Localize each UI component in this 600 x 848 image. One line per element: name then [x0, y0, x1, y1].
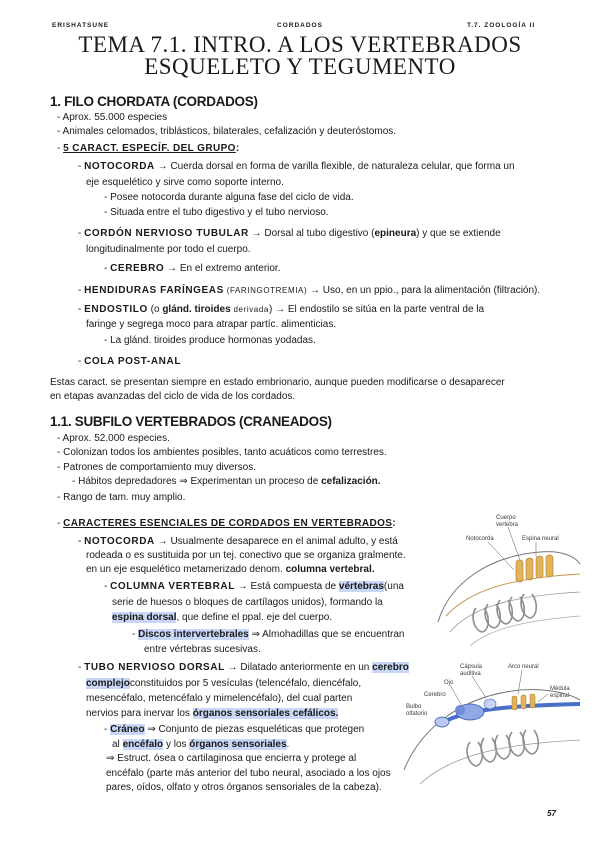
item-cordon: - CORDÓN NERVIOSO TUBULAR → Dorsal al tubo digestivo (epineura) y que se extiende [78, 228, 501, 239]
text: ⇒ Estruct. ósea o cartilaginosa que encierra y protege al [106, 753, 357, 764]
leader-line [538, 694, 548, 702]
bold-text: epineura [374, 228, 417, 239]
label-cuerpo: Cuerpo [496, 515, 516, 521]
subheading-caract: - 5 CARACT. ESPECÍF. DEL GRUPO: [57, 143, 240, 154]
item-hendiduras: - HENDIDURAS FARÍNGEAS (FARINGOTREMIA) → Uso, en un ppio., para la alimentación (filtración). [78, 285, 541, 296]
text: ⇒ Almohadillas que se encuentran [251, 629, 405, 640]
text: pares, oídos, olfato y otros órganos sensoriales de la cabeza). [106, 782, 382, 793]
sub-sub-item-discos: - Discos intervertebrales ⇒ Almohadillas que se encuentran [132, 629, 405, 640]
vertebra [546, 555, 553, 577]
vertebra [536, 556, 543, 578]
highlight-text: cerebro [372, 662, 409, 673]
bullet: - Patrones de comportamiento muy diversos. [57, 462, 256, 473]
label-espina-neural: Espina neural [522, 536, 559, 542]
text: . [286, 739, 290, 750]
text [86, 677, 361, 690]
vertebra [516, 560, 523, 582]
term: COLA POST-ANAL [84, 356, 182, 367]
highlight-text: encéfalo [122, 739, 164, 750]
item-endostilo: - ENDOSTILO (o glánd. tiroides derivada) → El endostilo se sitúa en la parte ventral de la [78, 304, 485, 315]
text: (una [383, 581, 404, 592]
sub-item-craneo: - Cráneo ⇒ Conjunto de piezas esqueléticas que protegen [104, 724, 365, 735]
leader-line [450, 685, 462, 706]
bold-text: glánd. tiroides [162, 304, 231, 315]
text: ⇒ Conjunto de piezas esqueléticas que protegen [147, 724, 365, 735]
text: longitudinalmente por todo el cuerpo. [86, 244, 251, 255]
arch [467, 742, 482, 766]
vertebrae [512, 694, 535, 710]
header-author: ERISHATSUNE [52, 22, 110, 29]
section-heading-chordata: 1. FILO CHORDATA (CORDADOS) [50, 94, 258, 109]
sub-item-columna: - COLUMNA VERTEBRAL → Está compuesta de vértebras(una [104, 581, 404, 592]
text: constituidos por 5 vesículas (telencéfalo, diencéfalo, [129, 678, 362, 689]
bullet: - Colonizan todos los ambientes posibles, tanto acuáticos como terrestres. [57, 447, 387, 458]
item-tubo-nervioso: - TUBO NERVIOSO DORSAL → Dilatado anteriormente en un cerebro [78, 662, 409, 673]
highlight-text: órganos sensoriales [189, 739, 287, 750]
bullet: - Animales celomados, triblásticos, bilaterales, cefalización y deuteróstomos. [57, 126, 397, 137]
text: en un eje esquelético metamerizado denom. [86, 564, 283, 575]
text: serie de huesos o bloques de cartílagos unidos), formando la [112, 597, 383, 608]
label-bulbo: Bulbo [406, 704, 422, 710]
label-espinal: espinal [550, 693, 570, 699]
text [86, 563, 375, 576]
page-number: 57 [547, 809, 556, 818]
label-arco-neural: Arco neural [508, 664, 539, 670]
leader-line [472, 676, 486, 698]
text: al [112, 739, 120, 750]
text: , que define el ppal. eje del cuerpo. [176, 612, 333, 623]
label-medula: Médula [550, 686, 570, 692]
item-notocorda: - NOTOCORDA → Cuerda dorsal en forma de varilla flexible, de naturaleza celular, que forma un [78, 161, 515, 172]
text: → Cuerda dorsal en forma de varilla flexible, de naturaleza celular, que forma un [157, 161, 515, 172]
term: NOTOCORDA [84, 161, 155, 172]
label-olfatorio: olfatorio [406, 711, 428, 717]
text: ) y que se extiende [416, 228, 501, 239]
term: CEREBRO [110, 263, 165, 274]
text: mesencéfalo, metencéfalo y mimelencéfalo), del cual parten [86, 693, 353, 704]
section-heading-vertebrados: 1.1. SUBFILO VERTEBRADOS (CRANEADOS) [50, 414, 332, 429]
sub-bullet: - La glánd. tiroides produce hormonas yodadas. [104, 335, 316, 346]
text: rodeada o es sustituida por un tej. conectivo que se organiza gralmente. [86, 550, 406, 561]
sub-bullet: - Posee notocorda durante alguna fase del ciclo de vida. [104, 192, 354, 203]
text: eje esquelético y sirve como soporte interno. [86, 177, 284, 188]
vertebra [526, 558, 533, 580]
subheading-text: CARACTERES ESENCIALES DE CORDADOS EN VERTEBRADOS [63, 518, 393, 529]
highlight-text: complejo [86, 678, 130, 689]
vertebra [521, 695, 526, 709]
subheading-caracteres: - CARACTERES ESENCIALES DE CORDADOS EN VERTEBRADOS: [57, 518, 396, 529]
text [112, 611, 332, 624]
text: entre vértebras sucesivas. [144, 644, 261, 655]
label-capsula: Cápsula [460, 664, 483, 670]
label-notocorda: Notocorda [466, 536, 494, 542]
text: → En el extremo anterior. [167, 263, 281, 274]
paragraph: en etapas avanzadas del ciclo de vida de los cordados. [50, 391, 296, 402]
sub-item-cerebro: - CEREBRO → En el extremo anterior. [104, 263, 281, 274]
text [86, 707, 338, 720]
subheading-text: 5 CARACT. ESPECÍF. DEL GRUPO [63, 143, 236, 154]
term: ENDOSTILO [84, 304, 148, 315]
head-outline [420, 740, 580, 784]
text: y los [165, 739, 187, 750]
bullet: - Aprox. 55.000 especies [57, 112, 168, 123]
small-text: derivada [233, 305, 269, 314]
highlight-text: órganos sensoriales cefálicos. [192, 708, 339, 719]
item-notocorda-vert: - NOTOCORDA → Usualmente desaparece en el animal adulto, y está [78, 536, 398, 547]
bold-text: columna vertebral. [285, 564, 375, 575]
highlight-text: Cráneo [110, 724, 145, 735]
text: → Dilatado anteriormente en un [227, 662, 370, 673]
text: → Está compuesta de [237, 581, 337, 592]
term: TUBO NERVIOSO DORSAL [84, 662, 225, 673]
label-vertebra: vertebra [496, 522, 519, 528]
header-subject: CORDADOS [277, 22, 323, 29]
arch [523, 730, 538, 754]
label-auditiva: auditiva [460, 671, 481, 677]
text: → Usualmente desaparece en el animal adulto, y está [157, 536, 398, 547]
highlight-text: Discos intervertebrales [138, 629, 249, 640]
leader-line [488, 542, 514, 570]
bold-text: cefalización. [321, 476, 381, 487]
sub-bullet [72, 475, 381, 488]
text [112, 738, 289, 751]
label-cerebro: Cerebro [424, 692, 446, 698]
label-ojo: Ojo [444, 680, 454, 686]
page-title-line2: ESQUELETO Y TEGUMENTO [144, 54, 456, 79]
text: (o [150, 304, 160, 315]
text: faringe y segrega moco para atrapar partíc. alimenticias. [86, 319, 337, 330]
eye [455, 705, 465, 715]
sub-bullet: - Situada entre el tubo digestivo y el tubo nervioso. [104, 207, 329, 218]
arch [509, 732, 524, 756]
text: ) [268, 304, 273, 315]
auditory-capsule [484, 699, 496, 709]
item-cola: - COLA POST-ANAL [78, 356, 182, 367]
text: encéfalo (parte más anterior del tubo neural, asociado a los ojos [106, 768, 391, 779]
term: HENDIDURAS FARÍNGEAS [84, 285, 224, 296]
small-text: (FARINGOTREMIA) [226, 286, 308, 295]
paragraph: Estas caract. se presentan siempre en estado embrionario, aunque pueden modificarse o desaparecer [50, 377, 505, 388]
figure-neural-tube [400, 660, 580, 790]
highlight-text: espina dorsal [112, 612, 177, 623]
text: - Hábitos depredadores ⇒ Experimentan un proceso de [72, 476, 319, 487]
text: → Uso, en un ppio., para la alimentación (filtración). [310, 285, 541, 296]
highlight-text: vértebras [338, 581, 384, 592]
arches [473, 594, 536, 632]
page-title-line1: TEMA 7.1. INTRO. A LOS VERTEBRADOS [78, 32, 522, 57]
vertebra [530, 694, 535, 708]
term: COLUMNA VERTEBRAL [110, 581, 235, 592]
term: NOTOCORDA [84, 536, 155, 547]
text: → El endostilo se sitúa en la parte ventral de la [275, 304, 485, 315]
bullet: - Rango de tam. muy amplio. [57, 492, 186, 503]
text: nervios para inervar los [86, 708, 190, 719]
header-course: T.7. ZOOLOGÍA II [467, 22, 536, 29]
bullet: - Aprox. 52.000 especies. [57, 433, 170, 444]
olfactory-bulb [435, 717, 449, 727]
term: CORDÓN NERVIOSO TUBULAR [84, 228, 249, 239]
figure-vertebra-notochord [430, 512, 580, 646]
text: → Dorsal al tubo digestivo ( [251, 228, 375, 239]
vertebra [512, 696, 517, 710]
